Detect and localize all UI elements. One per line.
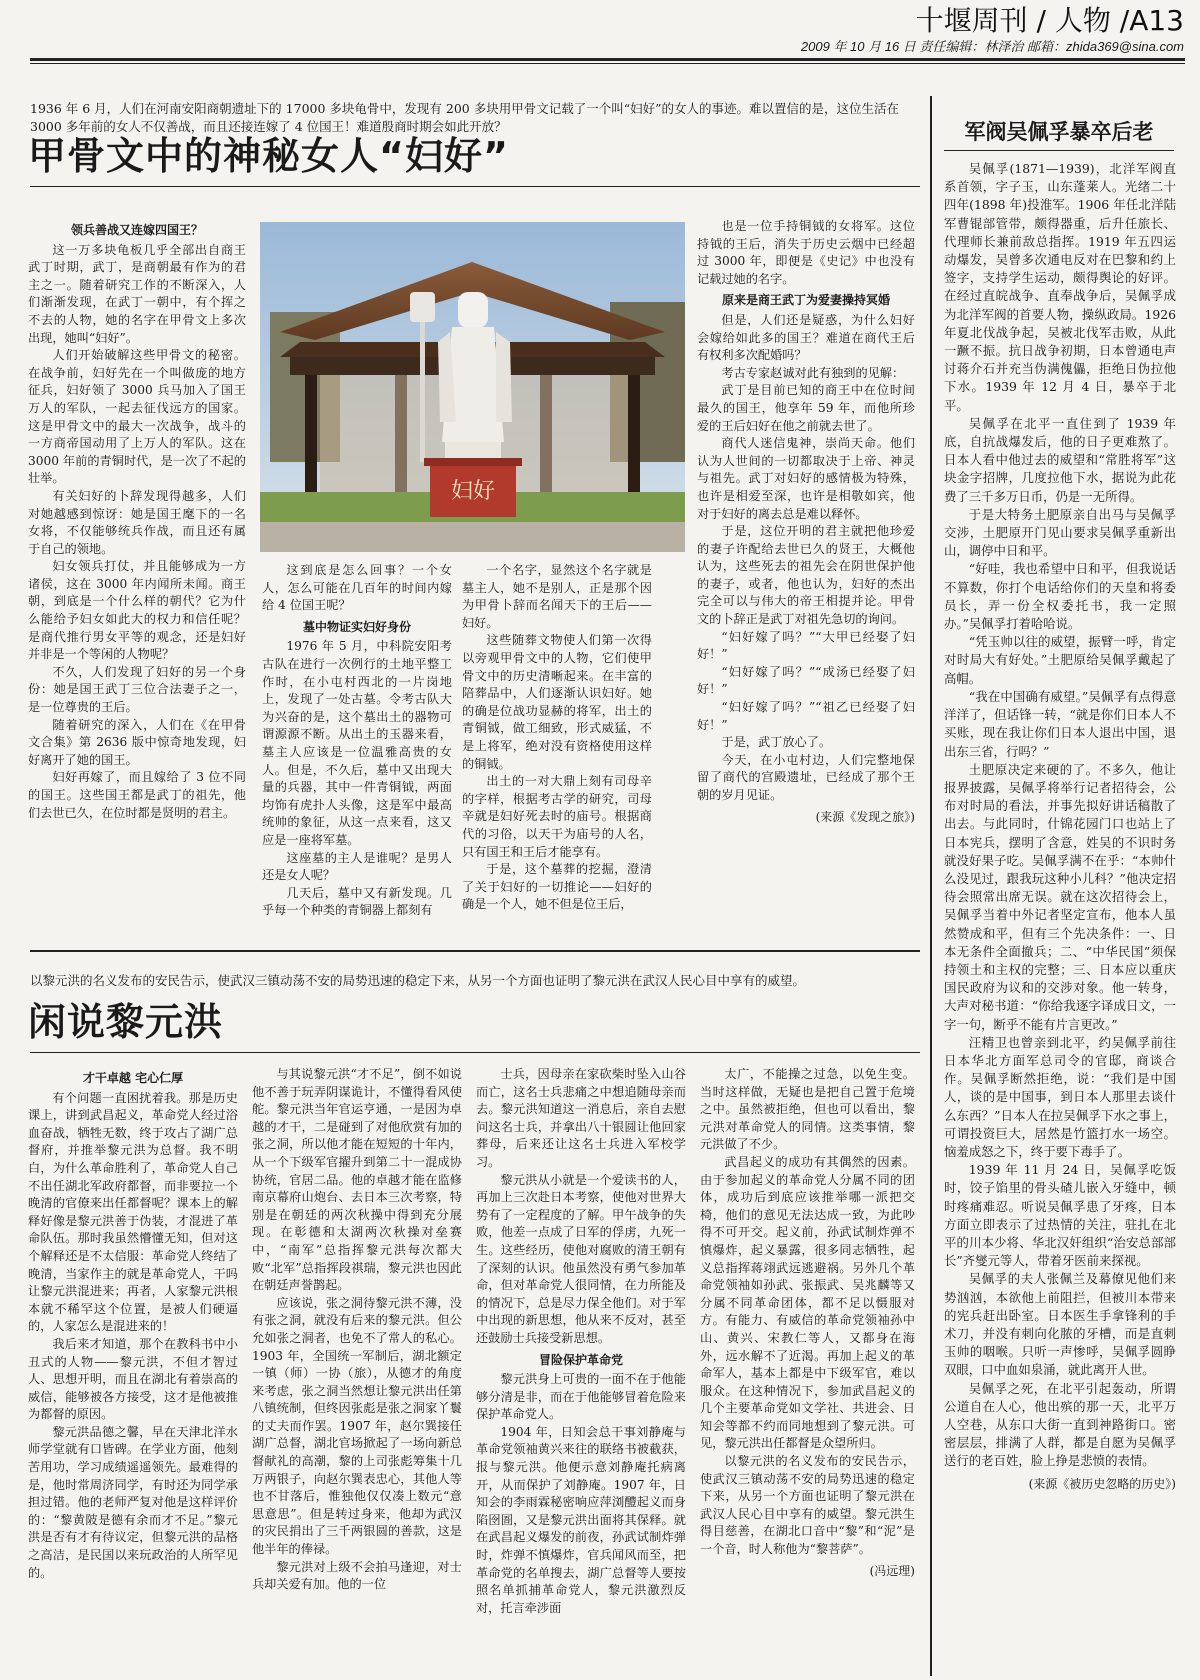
paragraph: 但是，人们还是疑惑，为什么妇好会嫁给如此多的国王？难道在商代王后有权利多次配婚吗？ (697, 312, 915, 363)
article2-source: (冯远理) (869, 1563, 915, 1578)
article2-headline: 闲说黎元洪 (28, 1000, 224, 1044)
paragraph: 妇好再嫁了，而且嫁给了 3 位不同的国王。这些国王都是武丁的祖先，他们去世已久，在位时都是贤明的君主。 (28, 770, 246, 820)
headline-underline (30, 186, 920, 187)
paragraph: 随着研究的深入，人们在《在甲骨文合集》第 2636 版中惊奇地发现，妇好离开了她的国王。 (28, 717, 246, 767)
paragraph: 这些随葬文物使人们第一次得以旁观甲骨文中的人物，它们使甲骨文中的历史清晰起来。在丰富的陪葬品中，人们逐渐认识妇好。她的确是位战功显赫的将军，出土的青铜钺，做工细致，形式威猛，不是上将军，绝对没有资格使用这样的铜钺。 (462, 633, 652, 771)
paragraph: “妇好嫁了吗？”“大甲已经娶了妇好！” (697, 629, 915, 662)
paragraph: 考古专家赵诚对此有独到的见解： (721, 365, 905, 380)
article2-col2 (252, 1066, 462, 1674)
masthead-dateline: 2009 年 10 月 16 日 责任编辑：林泽治 邮箱：zhida369@sina.com (800, 39, 1184, 54)
paragraph: 1904 年，日知会总干事刘静庵与革命党领袖黄兴来往的联络书被截获，报与黎元洪。他便示意刘静庵托病离开，从而保护了刘静庵。1907 年，日知会的李雨霖秘密响应萍浏醴起义而身陷囹圄，又是黎元洪出面将其保释。就在武昌起义爆发的前夜，孙武试制炸弹时，炸弹不慎爆炸，官兵闻风而至，把革命党的名单搜去，湖广总督等人要按照名单抓捕革命党人，黎元洪激烈反对，托言牵涉面 (476, 1424, 686, 1615)
masthead-section: 十堰周刊 / 人物 /A13 (915, 4, 1184, 37)
paragraph: 不久，人们发现了妇好的另一个身份：她是国王武丁三位合法妻子之一，是一位尊贵的王后。 (28, 664, 246, 715)
article1-source: (来源《发现之旅》) (815, 809, 915, 824)
article2-subhead-2: 冒险保护革命党 (538, 1352, 623, 1367)
paragraph: 吴佩孚之死，在北平引起轰动，所谓公道自在人心，他出殡的那一天，北平万人空巷，从东口大街一直到神路街口。密密层层，排满了人群，都是自愿为吴佩孚送行的老百姓，脸上挣是悲愤的表情。 (944, 1380, 1176, 1469)
paragraph: 太广，不能操之过急，以免生变。当时这样做，无疑也是把自己置于危境之中。虽然被拒绝，但也可以看出，黎元洪对革命党人的同情。这类事情，黎元洪做了不少。 (700, 1067, 915, 1152)
paragraph: 有关妇好的卜辞发现得越多，人们对她越感到惊讶：她是国王麾下的一名女将，不仅能够统兵作战，而且还有属于自己的领地。 (28, 488, 246, 556)
paragraph: 吴佩孚的夫人张佩兰及幕僚见他们来势汹汹，本欲他上前阻拦，但被川本带来的宪兵赶出卧室。日本医生手拿锋利的手术刀，并没有刺向化脓的牙槽，而是直刺玉帅的咽喉。只听一声惨呼，吴佩孚圆睁双眼，口中血如泉涌，就此离开人世。 (944, 1271, 1176, 1378)
article1-headline: 甲骨文中的神秘女人“妇好” (28, 134, 509, 178)
article2-lede: 以黎元洪的名义发布的安民告示，使武汉三镇动荡不安的局势迅速的稳定下来，从另一个方面也证明了黎元洪在武汉人民心目中享有的威望。 (30, 973, 806, 988)
headline-underline (30, 1052, 920, 1053)
paragraph: 这到底是怎么回事？一个女人，怎么可能在几百年的时间内嫁给 4 位国王呢？ (262, 563, 452, 613)
paragraph: 1976 年 5 月，中科院安阳考古队在进行一次例行的土地平整工作时，在小屯村西北的一片岗地上，发现了一处古墓。令考古队大为兴奋的是，这个墓出土的器物可谓源源不断。从出土的玉器来看，墓主人应该是一位温雅高贵的女人。但是，不久后，墓中又出现大量的兵器，其中一件青铜钺，两面均饰有虎扑人头像，这是军中最高统帅的象征，从这一点来看，这又应是一座将军墓。 (262, 639, 452, 847)
paragraph: 黎元洪品德之馨，早在天津北洋水师学堂就有口皆碑。在学业方面，他刻苦用功，学习成绩遥遥领先。最难得的是，他时常周济同学，有时还为同学承担过错。他的老师严复对他是这样评价的：“黎黄陂是德有余而才不足。”黎元洪是否有才有待议定，但黎元洪的品格之高洁，是民国以来玩政治的人所罕见的。 (28, 1424, 238, 1580)
paragraph: 吴佩孚在北平一直住到了 1939 年底，自抗战爆发后，他的日子更难熬了。日本人看中他过去的威望和“常胜将军”这块金字招牌，几度拉他下水，据说为此花费了三千多万日币，仍是一无所得。 (944, 415, 1176, 504)
article1-subhead-3: 原来是商王武丁为爱妻操持冥婚 (721, 293, 890, 308)
paragraph: 吴佩孚(1871—1939)，北洋军阀直系首领，字子玉，山东蓬莱人。光绪二十四年(1898 年)投淮军。1906 年任北洋陆军曹锟部管带，颇得器重，后升任旅长、代理师长兼前敌总指挥。1919 年五四运动爆发，吴曾多次通电反对在巴黎和约上签字，支持学生运动，颇得舆论的好评。在经过直皖战争、直奉战争后，吴佩孚成为北洋军阀的首要人物，操纵政局。1926 年夏北伐战争起，吴被北伐军击败，从此一蹶不振。抗日战争初期，日本曾通电声讨蒋介石并充当伪满傀儡，拒绝日伪拉他下水。1939 年 12 月 4 日，暴卒于北平。 (944, 161, 1176, 413)
paragraph: 妇女领兵打仗，并且能够成为一方诸侯，这在 3000 年内闻所未闻。商王朝，到底是一个什么样的朝代？它为什么能给予妇女如此大的权力和信任呢？是商代推行男女平等的观念，还是妇好并非是一个等闲的人物呢？ (28, 559, 246, 662)
paragraph: 以黎元洪的名义发布的安民告示，使武汉三镇动荡不安的局势迅速的稳定下来，从另一个方面也证明了黎元洪在武汉人民心目中享有的威望。黎元洪生得目慈善，在湖北口音中“黎”和“泥”是一个音，时人称他为“黎菩萨”。 (700, 1454, 915, 1557)
paragraph: 我后来才知道，那个在教科书中小丑式的人物——黎元洪，不但才智过人、思想开明，而且在湖北有着崇高的威信，能够被各方接受，这才是他被推为都督的原因。 (28, 1336, 238, 1422)
paragraph: 黎元洪从小就是一个爱读书的人，再加上三次赴日本考察，使他对世界大势有了一定程度的了解。甲午战争的失败，他差一点成了日军的俘虏，九死一生。这些经历，使他对腐败的清王朝有了深刻的认识。他虽然没有勇气参加革命，但对革命党人很同情，在力所能及的情况下，总是尽力保全他们。对于军中出现的新思想，他从来不反对，甚至还鼓励士兵接受新思想。 (476, 1172, 686, 1345)
paragraph: 于是大特务土肥原亲自出马与吴佩孚交涉，土肥原开门见山要求吴佩孚重新出山，调停中日和平。 (944, 506, 1176, 559)
paragraph: 与其说黎元洪“才不足”，倒不如说他不善于玩弄阴谋诡计，不懂得看风使舵。黎元洪当年官运亨通，一是因为卓越的才干，二是碰到了对他欣赏有加的张之洞，所以他才能在短短的十年内，从一个下级军官擢升到第二十一混成协协统，官居二品。他的卓越才能在监修南京幕府山炮台、去日本三次考察，特别是在朝廷的两次秋操中得到充分展现。在彰德和太湖两次秋操对垒赛中，“南军”总指挥黎元洪每次都大败“北军”总指挥段祺瑞，黎元洪也因此在朝廷声誉鹊起。 (252, 1067, 462, 1293)
paragraph: 汪精卫也曾亲到北平，约吴佩孚前往日本华北方面军总司令的官邸，商谈合作。吴佩孚断然拒绝，说：“我们是中国人，谈的是中国事，到日本人那里去谈什么东西？”日本人在拉吴佩孚下水之事上，可谓投资巨大，居然是竹篮打水一场空。恼羞成怒之下，终于要下毒手了。 (944, 1034, 1176, 1159)
paragraph: 黎元洪身上可贵的一面不在于他能够分清是非，而在于他能够冒着危险来保护革命党人。 (476, 1372, 686, 1422)
article1-col3 (462, 562, 652, 940)
article2-subhead-1: 才干卓越 宅心仁厚 (82, 1071, 184, 1085)
paragraph: 出土的一对大鼎上刻有司母辛的字样，根据考古学的研究，司母辛就是妇好死去时的庙号。根据商代的习俗，以天干为庙号的人名，只有国王和王后才能享有。 (462, 774, 652, 859)
paragraph: “凭玉帅以往的威望，振臂一呼，肯定对时局大有好处。”土肥原给吴佩孚戴起了高帽。 (944, 634, 1176, 686)
paragraph: “妇好嫁了吗？”“祖乙已经娶了妇好！” (697, 700, 915, 732)
paragraph: 士兵，因母亲在家砍柴时坠入山谷而亡，这名士兵悲痛之中想追随母亲而去。黎元洪知道这一消息后，亲自去慰问这名士兵，并拿出八十银圆让他回家葬母，后来还让这名士兵进入军校学习。 (476, 1067, 686, 1169)
paragraph: 这一万多块龟板几乎全部出自商王武丁时期，武丁，是商朝最有作为的君主之一。随着研究工作的不断深入，人们渐渐发现，在武丁一朝中，有个挥之不去的人物，她的名字在甲骨文上多次出现，她叫“妇好”。 (28, 242, 246, 345)
paragraph: “好哇，我也希望中日和平，但我说话不算数，你打个电话给你们的天皇和将委员长，弄一份全权委托书，我一定照办。”吴佩孚打着哈哈说。 (944, 561, 1176, 632)
paragraph: 应该说，张之洞待黎元洪不薄，没有张之洞，就没有后来的黎元洪。但公允如张之洞者，也免不了常人的私心。1903 年，全国统一军制后，湖北额定一镇（师）一协（旅），从德才的角度来考虑，张之洞当然想让黎元洪出任第八镇统制，但终因张彪是张之洞家丫鬟的丈夫而作罢。1907 年，赵尔巽接任湖广总督，湖北官场掀起了一场向新总督献礼的高潮，黎的上司张彪筹集十几万两银子，向赵尔巽表忠心，其他人等也不甘落后，惟独他仅仅凑上数元“意思意思”。但是转过身来，他却为武汉的灾民捐出了三千两银圆的善款，这是他半年的俸禄。 (252, 1295, 462, 1557)
paragraph: 人们开始破解这些甲骨文的秘密。在战争前，妇好先在一个叫做庞的地方征兵，妇好领了 3000 兵马加入了国王万人的军队，一起去征伐远方的国家。这是甲骨文中的最大一次战争，战斗的一方商帝国动用了上万人的军队。这在 3000 年前的青铜时代，是一次了不起的壮举。 (28, 348, 246, 486)
masthead-rule-thin (30, 63, 1185, 64)
paragraph: 于是，这个墓葬的挖掘，澄清了关于妇好的一切推论——妇好的确是一个人，她不但是位王后， (462, 862, 652, 912)
paragraph: 几天后，墓中又有新发现。几乎每一个种类的青铜器上都刻有 (262, 885, 452, 918)
article1-col1 (28, 218, 246, 940)
article1-subhead-2: 墓中物证实妇好身份 (302, 619, 411, 634)
paragraph: 黎元洪对上级不会拍马逢迎，对士兵却关爱有加。他的一位 (252, 1559, 462, 1592)
masthead (484, 4, 1184, 56)
paragraph: “妇好嫁了吗？”“成汤已经娶了妇好！” (697, 664, 915, 697)
paragraph: 于是，武丁放心了。 (721, 735, 832, 750)
article-divider (30, 950, 920, 952)
article1-col4 (697, 218, 915, 940)
paragraph: 1939 年 11 月 24 日，吴佩孚吃饭时，饺子馅里的骨头碴儿嵌入牙缝中，顿时疼痛难忍。听说吴佩孚患了牙疼，日本方面立即表示了过热情的关注，驻扎在北平的川本少将、华北汉奸组织“治安总部部长”齐燮元等人，带着牙医前来探视。 (944, 1162, 1176, 1269)
paragraph: 武丁是目前已知的商王中在位时间最久的国王，他享年 59 年，而他所珍爱的王后妇好在他之前就去世了。 (697, 383, 915, 433)
paragraph: 一个名字，显然这个名字就是墓主人，她不是别人，正是那个因为甲骨卜辞而名闻天下的王后——妇好。 (462, 563, 652, 630)
masthead-rule (30, 58, 1185, 61)
paragraph: 这座墓的主人是谁呢？是男人还是女人呢？ (262, 850, 452, 883)
paragraph: 有个问题一直困扰着我。那是历史课上，讲到武昌起义，革命党人经过浴血奋战，牺牲无数，终于攻占了湖广总督府，并推举黎元洪为总督。我不明白，为什么革命胜利了，革命党人自己不出任湖北军政府都督，而非要拉一个晚清的官僚来出任都督呢？课本上的解释好像是黎元洪善于伪装，才混进了革命队伍。那时我虽然懵懂无知，但对这个解释还是不太信服：革命党人终结了晚清，当家作主的就是革命党人，干吗让黎元洪混进来；再者，人家黎元洪根本就不稀罕这个位置，是被人们硬逼的，人家怎么是混进来的！ (28, 1090, 238, 1334)
fuhao-statue-photo (260, 222, 685, 552)
paragraph: 土肥原决定来硬的了。不多久，他让报界披露，吴佩孚将举行记者招待会，公布对时局的看法，并事先拟好讲话稿散了出去。与此同时，什锦花园门口也站上了日本宪兵，摆明了含意，姓吴的不识时务就没好果子吃。吴佩孚满不在乎：“本帅什么没见过，跟我玩这种小儿科？”他决定招待会照常出席无误。就在这次招待会上，吴佩孚当着中外记者坚定宣布，他本人虽然赞成和平，但有三个先决条件：一、日本无条件全面撤兵；二、“中华民国”须保持领土和主权的完整；三、日本应以重庆国民政府为议和的交涉对象。他一转身，大声对秘书道：“你给我逐字译成日文，一字一句，断乎不能有片言更改。” (944, 761, 1176, 1032)
article2-col3 (476, 1066, 686, 1674)
article1-lede: 1936 年 6 月，人们在河南安阳商朝遗址下的 17000 多块龟骨中，发现有 200 多块用甲骨文记载了一个叫“妇好”的女人的事迹。难以置信的是，这位生活在 3000 多年前的女人不仅善战，而且还接连嫁了 4 位国王！难道殷商时期会如此开放？ (30, 101, 899, 134)
paragraph: 商代人迷信鬼神，崇尚天命。他们认为人世间的一切都取决于上帝、神灵与祖先。武丁对妇好的感情极为特殊，也许是相爱至深，也许是相敬如宾，他对于妇好的离去总是难以释怀。 (697, 436, 915, 521)
sidebar-title-rule (944, 150, 1174, 151)
article1-subhead-1: 领兵善战又连嫁四国王？ (70, 223, 203, 237)
paragraph: 也是一位手持铜钺的女将军。这位持钺的王后，消失于历史云烟中已经超过 3000 年，即便是《史记》中也没有记载过她的名字。 (697, 219, 915, 286)
paragraph: 今天，在小屯村边，人们完整地保留了商代的宫殿遗址，已经成了那个王朝的岁月见证。 (697, 752, 915, 802)
paragraph: “我在中国确有威望。”吴佩孚有点得意洋洋了，但话锋一转，“就是你们日本人不买账，现在我让你们日本人退出中国，退出东三省，行吗？” (944, 688, 1176, 759)
sidebar-headline: 军阀吴佩孚暴卒后老 (964, 120, 1154, 144)
sidebar-source: (来源《被历史忽略的历史》) (1028, 1476, 1176, 1491)
article2-col4 (700, 1066, 915, 1674)
paragraph: 武昌起义的成功有其偶然的因素。由于参加起义的革命党人分属不同的团体，成功后到底应该推举哪一派把交椅，他们的意见无法达成一致，为此吵得不可开交。起义前，孙武试制炸弹不慎爆炸，起义暴露，很多同志牺牲，起义总指挥蒋翊武远逃避祸。另外几个革命党领袖如孙武、张振武、吴兆麟等又分属不同革命团体，都不足以慑服对方。有能力、有威信的革命党领袖孙中山、黄兴、宋教仁等人，又都身在海外，远水解不了近渴。再加上起义的革命军人，基本上都是中下级军官，难以服众。在这种情况下，参加武昌起义的几个主要革命党如文学社、共进会、日知会等都不约而同地想到了黎元洪。可见，黎元洪出任都督是众望所归。 (700, 1154, 915, 1451)
pedestal-inscription: 妇好 (450, 479, 496, 504)
article1-col2 (262, 562, 452, 940)
paragraph: 于是，这位开明的君主就把他珍爱的妻子许配给去世已久的贤王，大概他认为，这些死去的祖先会在阴世保护他的妻子，或者，他也认为，妇好的杰出完全可以与伟大的帝王相提并论。甲骨文的卜辞正是武丁对祖先急切的询问。 (697, 524, 915, 627)
sidebar-divider (930, 96, 932, 1676)
article2-col1 (28, 1066, 238, 1674)
sidebar-body (944, 160, 1176, 1676)
